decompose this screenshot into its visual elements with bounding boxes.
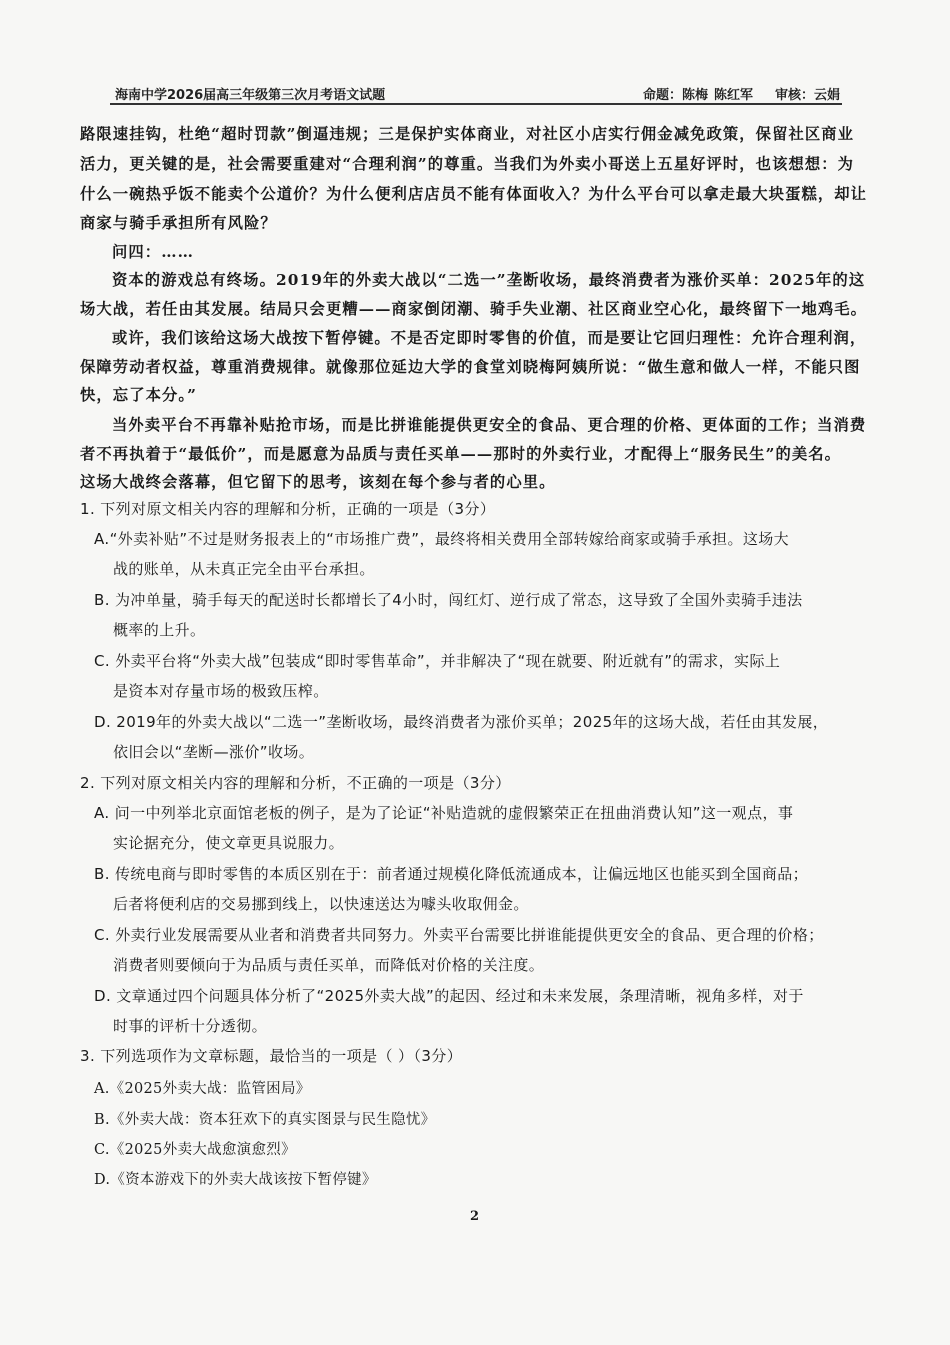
passage-line: 活力，更关键的是，社会需要重建对“合理利润”的尊重。当我们为外卖小哥送上五星好评时，也该想想：为	[80, 155, 855, 173]
option-line: B. 为冲单量，骑手每天的配送时长都增长了4小时，闯红灯、逆行成了常态，这导致了全国外卖骑手违法	[94, 591, 803, 609]
passage-line: 问四：……	[112, 243, 194, 261]
option-line: 时事的评析十分透彻。	[113, 1017, 268, 1035]
question-stem: 3. 下列选项作为文章标题，最恰当的一项是（ ）（3分）	[80, 1047, 463, 1065]
option-line: C. 外卖平台将“外卖大战”包装成“即时零售革命”，并非解决了“现在就要、附近就有”的需求，实际上	[94, 652, 781, 670]
option-line: B.《外卖大战：资本狂欢下的真实图景与民生隐忧》	[94, 1112, 436, 1128]
option-line: 是资本对存量市场的极致压榨。	[113, 682, 329, 700]
option-line: D. 2019年的外卖大战以“二选一”垄断收场，最终消费者为涨价买单；2025年的这场大战，若任由其发展，	[94, 713, 829, 731]
passage-line: 什么一碗热乎饭不能卖个公道价？为什么便利店店员不能有体面收入？为什么平台可以拿走最大块蛋糕，却让	[80, 185, 868, 203]
author-label: 命题：陈梅	[642, 88, 708, 103]
question-stem: 2. 下列对原文相关内容的理解和分析，不正确的一项是（3分）	[80, 774, 511, 792]
header-divider	[110, 103, 842, 105]
option-line: A.“外卖补贴”不过是财务报表上的“市场推广费”，最终将相关费用全部转嫁给商家或骑手承担。这场大	[94, 530, 790, 548]
option-line: 消费者则要倾向于为品质与责任买单，而降低对价格的关注度。	[113, 956, 545, 974]
option-line: 实论据充分，使文章更具说服力。	[113, 834, 345, 852]
author-2: 陈红军	[713, 88, 753, 103]
passage-line: 场大战，若任由其发展。结局只会更糟——商家倒闭潮、骑手失业潮、社区商业空心化，最终留下一地鸡毛。	[80, 300, 868, 318]
passage-line: 者不再执着于“最低价”，而是愿意为品质与责任买单——那时的外卖行业，才配得上“服务民生”的美名。	[80, 445, 842, 463]
exam-credits	[637, 84, 840, 103]
option-line: 概率的上升。	[113, 621, 206, 639]
option-line: 战的账单，从未真正完全由平台承担。	[113, 560, 375, 578]
option-line: A. 问一中列举北京面馆老板的例子，是为了论证“补贴造就的虚假繁荣正在扭曲消费认知”这一观点，事	[94, 804, 794, 822]
option-line: C.《2025外卖大战愈演愈烈》	[94, 1142, 296, 1158]
option-line: C. 外卖行业发展需要从业者和消费者共同努力。外卖平台需要比拼谁能提供更安全的食品、更合理的价格；	[94, 926, 824, 944]
passage-line: 资本的游戏总有终场。2019年的外卖大战以“二选一”垄断收场，最终消费者为涨价买单：2025年的这	[112, 271, 866, 289]
passage-line: 保障劳动者权益，尊重消费规律。就像那位延边大学的食堂刘晓梅阿姨所说：“做生意和做人一样，不能只图	[80, 358, 861, 376]
question-stem: 1. 下列对原文相关内容的理解和分析，正确的一项是（3分）	[80, 500, 496, 518]
option-line: A.《2025外卖大战：监管困局》	[94, 1081, 311, 1097]
passage-line: 这场大战终会落幕，但它留下的思考，该刻在每个参与者的心里。	[80, 473, 556, 491]
passage-line: 路限速挂钩，杜绝“超时罚款”倒逼违规；三是保护实体商业，对社区小店实行佣金减免政策，保留社区商业	[80, 125, 855, 143]
passage-line: 商家与骑手承担所有风险？	[80, 214, 277, 232]
page-header	[115, 84, 840, 104]
option-line: D. 文章通过四个问题具体分析了“2025外卖大战”的起因、经过和未来发展，条理清晰，视角多样，对于	[94, 987, 804, 1005]
reviewer: 审核：云娟	[774, 88, 840, 103]
option-line: D.《资本游戏下的外卖大战该按下暂停键》	[94, 1172, 377, 1188]
option-line: B. 传统电商与即时零售的本质区别在于：前者通过规模化降低流通成本，让偏远地区也能买到全国商品；	[94, 865, 809, 883]
passage-line: 或许，我们该给这场大战按下暂停键。不是否定即时零售的价值，而是要让它回归理性：允许合理利润，	[112, 329, 867, 347]
option-line: 后者将便利店的交易挪到线上，以快速送达为噱头收取佣金。	[113, 895, 529, 913]
page-number: 2	[470, 1209, 480, 1224]
exam-title: 海南中学2026届高三年级第三次月考语文试题	[115, 88, 386, 103]
passage-line: 当外卖平台不再靠补贴抢市场，而是比拼谁能提供更安全的食品、更合理的价格、更体面的工作；当消费	[112, 416, 867, 434]
passage-line: 快，忘了本分。”	[80, 386, 198, 404]
option-line: 依旧会以“垄断—涨价”收场。	[113, 743, 315, 761]
